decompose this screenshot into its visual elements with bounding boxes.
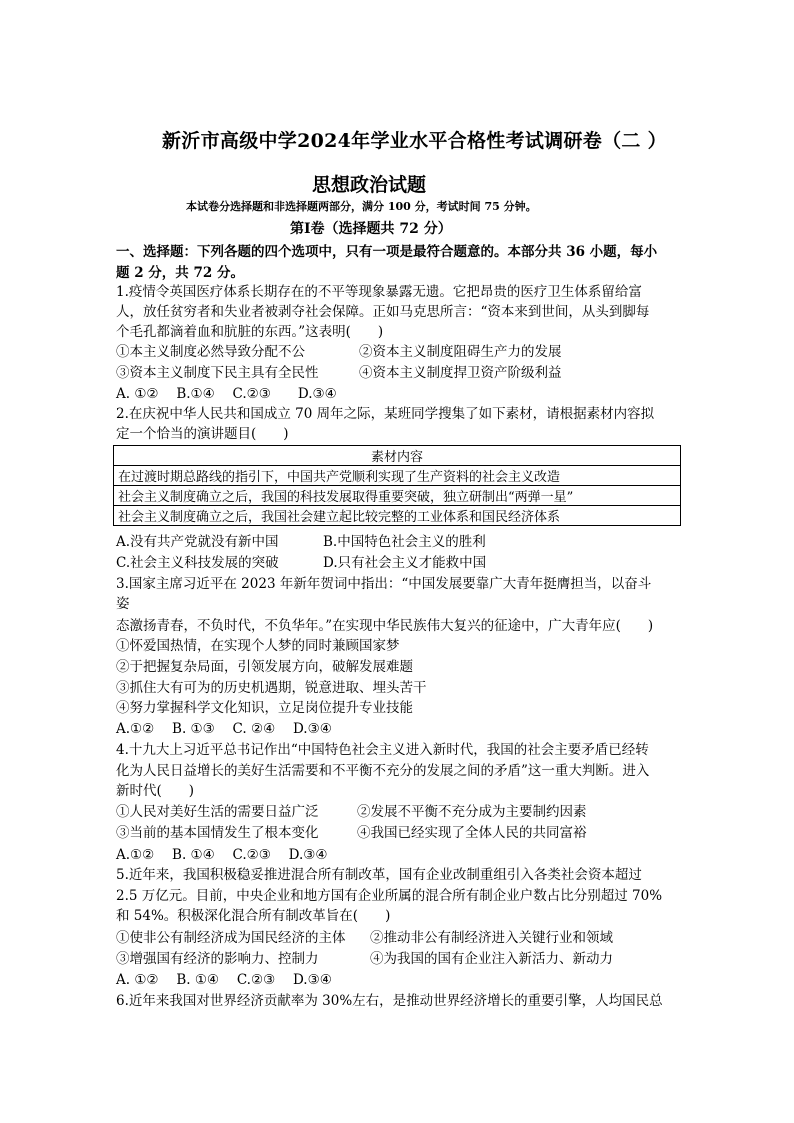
q1-stem-line3: 个毛孔都滴着血和肮脏的东西。”这表明( ) [116, 324, 384, 340]
q6-stem-line1: 6.近年来我国对世界经济贡献率为 30%左右，是推动世界经济增长的重要引擎，人均国民总 [116, 993, 663, 1009]
q3-answers: A.①② B. ①③ C. ②④ D.③④ [116, 721, 332, 737]
q5-option-3: ③增强国有经济的影响力、控制力 [116, 951, 319, 967]
q3-stem-line1: 3.国家主席习近平在 2023 年新年贺词中指出：“中国发展要靠广大青年挺膺担当，以奋斗 [116, 576, 652, 592]
table-cell: 在过渡时期总路线的指引下，中国共产党顺利实现了生产资料的社会主义改造 [114, 466, 681, 486]
table-row [114, 466, 681, 486]
q5-stem-line2: 2.5 万亿元。目前，中央企业和地方国有企业所属的混合所有制企业户数占比分别超过 70% [116, 888, 663, 904]
section-instructions-line1: 一、选择题：下列各题的四个选项中，只有一项是最符合题意的。本部分共 36 小题，每小 [116, 244, 658, 260]
table-header-row [114, 446, 681, 466]
table-row [114, 486, 681, 506]
table-cell: 社会主义制度确立之后，我国社会建立起比较完整的工业体系和国民经济体系 [114, 506, 681, 526]
q3-stem-line2: 姿 [116, 596, 130, 612]
q5-stem-line3: 和 54%。积极深化混合所有制改革旨在( ) [116, 908, 391, 924]
q2-stem-line2: 定一个恰当的演讲题目( ) [116, 426, 289, 442]
q1-option-3: ③资本主义制度下民主具有全民性 [116, 365, 319, 381]
q1-option-2: ②资本主义制度阻碍生产力的发展 [359, 344, 562, 360]
q1-answers: A. ①② B.①④ C.②③ D.③④ [116, 386, 337, 402]
q1-option-1: ①本主义制度必然导致分配不公 [116, 344, 305, 360]
q4-stem-line2: 化为人民日益增长的美好生活需要和不平衡不充分的发展之间的矛盾”这一重大判断。进入 [116, 763, 650, 779]
q3-option-1: ①怀爱国热情，在实现个人梦的同时兼顾国家梦 [116, 638, 400, 654]
q3-option-4: ④努力掌握科学文化知识，立足岗位提升专业技能 [116, 700, 413, 716]
exam-title: 新沂市高级中学2024年学业水平合格性考试调研卷（二 ） [162, 130, 667, 152]
exam-note: 本试卷分选择题和非选择题两部分，满分 100 分，考试时间 75 分钟。 [186, 200, 537, 213]
part-heading: 第Ⅰ卷（选择题共 72 分） [290, 221, 452, 237]
q5-option-1: ①使非公有制经济成为国民经济的主体 [116, 930, 346, 946]
q2-option-d: D.只有社会主义才能救中国 [323, 555, 487, 571]
q1-stem-line1: 1.疫情令英国医疗体系长期存在的不平等现象暴露无遗。它把昂贵的医疗卫生体系留给富 [116, 284, 642, 300]
q4-stem-line3: 新时代( ) [116, 783, 195, 799]
q4-stem-line1: 4.十九大上习近平总书记作出“中国特色社会主义进入新时代，我国的社会主要矛盾已经转 [116, 742, 649, 758]
q4-option-4: ④我国已经实现了全体人民的共同富裕 [357, 825, 587, 841]
q4-option-2: ②发展不平衡不充分成为主要制约因素 [357, 804, 587, 820]
q3-stem-line3: 态激扬青春，不负时代，不负华年。”在实现中华民族伟大复兴的征途中，广大青年应( ) [116, 618, 654, 634]
q2-option-c: C.社会主义科技发展的突破 [116, 555, 279, 571]
q5-answers: A. ①② B. ①④ C.②③ D.③④ [116, 972, 332, 988]
exam-subtitle: 思想政治试题 [312, 174, 427, 196]
q1-option-4: ④资本主义制度捍卫资产阶级利益 [359, 365, 562, 381]
q3-option-2: ②于把握复杂局面，引领发展方向，破解发展难题 [116, 659, 413, 675]
q5-stem-line1: 5.近年来，我国积极稳妥推进混合所有制改革，国有企业改制重组引入各类社会资本超过 [116, 867, 642, 883]
table-row [114, 506, 681, 526]
material-table [113, 445, 681, 526]
table-cell: 社会主义制度确立之后，我国的科技发展取得重要突破，独立研制出“两弹一星” [114, 486, 681, 506]
q4-answers: A.①② B. ①④ C.②③ D.③④ [116, 847, 328, 863]
q2-option-a: A.没有共产党就没有新中国 [116, 534, 279, 550]
q2-stem-line1: 2.在庆祝中华人民共和国成立 70 周年之际，某班同学搜集了如下素材，请根据素材内容拟 [116, 406, 655, 422]
q3-option-3: ③抓住大有可为的历史机遇期，锐意进取、埋头苦干 [116, 680, 427, 696]
q4-option-3: ③当前的基本国情发生了根本变化 [116, 825, 319, 841]
q5-option-4: ④为我国的国有企业注入新活力、新动力 [370, 951, 613, 967]
q2-option-b: B.中国特色社会主义的胜利 [323, 534, 486, 550]
q1-stem-line2: 人，放任贫穷者和失业者被剥夺社会保障。正如马克思所言：“资本来到世间，从头到脚每 [116, 304, 650, 320]
q5-option-2: ②推动非公有制经济进入关键行业和领域 [370, 930, 613, 946]
q4-option-1: ①人民对美好生活的需要日益广泛 [116, 804, 319, 820]
table-header-cell: 素材内容 [114, 446, 681, 466]
section-instructions-line2: 题 2 分，共 72 分。 [116, 265, 244, 281]
